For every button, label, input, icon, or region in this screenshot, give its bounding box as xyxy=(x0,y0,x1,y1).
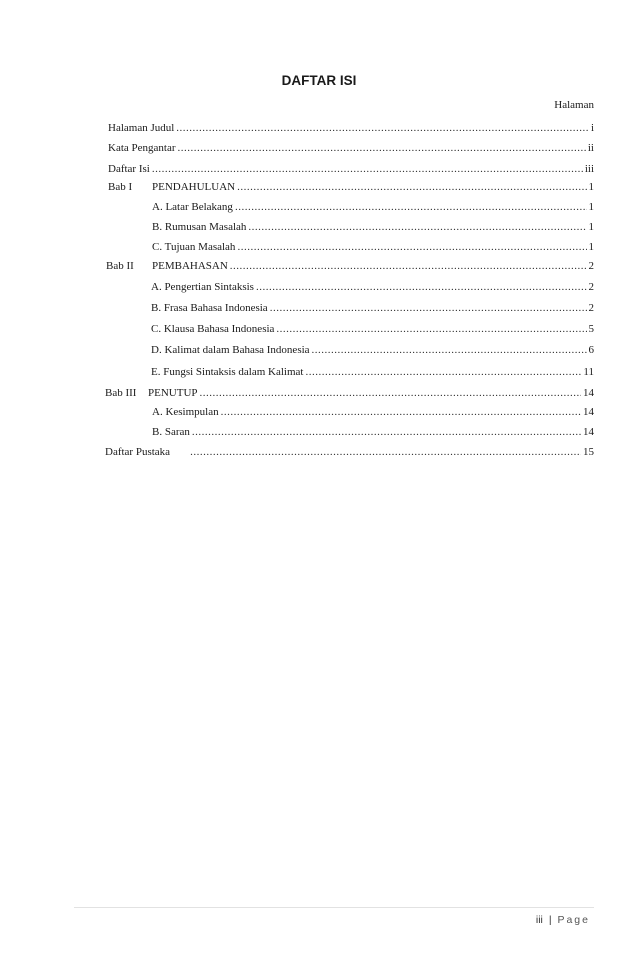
dot-leader xyxy=(237,240,586,254)
toc-entry-frasa-bahasa-indonesia[interactable] xyxy=(151,301,594,315)
toc-entry-tujuan-masalah[interactable] xyxy=(152,240,594,254)
toc-label: E. Fungsi Sintaksis dalam Kalimat xyxy=(151,366,304,378)
dot-leader xyxy=(200,386,581,400)
toc-label: A. Kesimpulan xyxy=(152,406,219,418)
toc-label: B. Rumusan Masalah xyxy=(152,221,247,233)
dot-leader xyxy=(256,280,587,294)
toc-page-number: i xyxy=(590,122,594,134)
dot-leader xyxy=(192,425,581,439)
toc-label: Halaman Judul xyxy=(108,122,175,134)
toc-label: B. Frasa Bahasa Indonesia xyxy=(151,302,268,314)
toc-page-number: 2 xyxy=(588,281,594,293)
toc-label: A. Latar Belakang xyxy=(152,201,233,213)
toc-entry-halaman-judul[interactable] xyxy=(108,121,594,135)
dot-leader xyxy=(221,405,581,419)
toc-entry-daftar-isi[interactable] xyxy=(108,162,594,176)
toc-page-number: 5 xyxy=(588,323,594,335)
toc-label: PEMBAHASAN xyxy=(152,260,228,272)
page-footer xyxy=(536,914,590,926)
dot-leader xyxy=(312,343,587,357)
dot-leader xyxy=(270,301,587,315)
toc-label: C. Tujuan Masalah xyxy=(152,241,236,253)
dot-leader xyxy=(152,162,583,176)
toc-entry-klausa-bahasa-indonesia[interactable] xyxy=(151,322,594,336)
dot-leader xyxy=(276,322,586,336)
toc-entry-latar-belakang[interactable] xyxy=(152,200,594,214)
toc-label: A. Pengertian Sintaksis xyxy=(151,281,254,293)
dot-leader xyxy=(235,200,587,214)
toc-page-number: 2 xyxy=(588,302,594,314)
footer-separator: | xyxy=(548,914,552,926)
page-title: DAFTAR ISI xyxy=(281,73,357,88)
toc-chapter-code: Bab II xyxy=(106,260,134,272)
toc-entry-kalimat-dalam-bahasa-indonesia[interactable] xyxy=(151,343,594,357)
dot-leader xyxy=(305,365,581,379)
toc-label: C. Klausa Bahasa Indonesia xyxy=(151,323,275,335)
toc-chapter-code: Bab III xyxy=(105,387,137,399)
toc-page-number: 1 xyxy=(588,241,594,253)
toc-page-number: 1 xyxy=(588,221,594,233)
dot-leader xyxy=(176,121,589,135)
toc-entry-kesimpulan[interactable] xyxy=(152,405,594,419)
toc-page-number: 15 xyxy=(583,446,594,458)
dot-leader xyxy=(230,259,587,273)
footer-divider xyxy=(74,907,594,908)
toc-label: Daftar Isi xyxy=(108,163,150,175)
toc-entry-bab-iii[interactable] xyxy=(105,386,594,400)
footer-page-word: Page xyxy=(557,914,590,926)
toc-page-number: iii xyxy=(584,163,594,175)
dot-leader xyxy=(178,141,586,155)
dot-leader xyxy=(248,220,586,234)
toc-entry-kata-pengantar[interactable] xyxy=(108,141,594,155)
toc-label: PENUTUP xyxy=(148,387,198,399)
toc-entry-pengertian-sintaksis[interactable] xyxy=(151,280,594,294)
toc-page-number: 14 xyxy=(583,406,594,418)
toc-entry-bab-ii[interactable] xyxy=(106,259,594,273)
toc-entry-daftar-pustaka[interactable] xyxy=(105,445,594,459)
dot-leader xyxy=(237,180,586,194)
footer-page-number: iii xyxy=(535,914,543,926)
toc-entry-bab-i[interactable] xyxy=(108,180,594,194)
toc-chapter-code: Bab I xyxy=(108,181,133,193)
toc-page-number: ii xyxy=(587,142,594,154)
toc-page-number: 6 xyxy=(588,344,594,356)
toc-label: PENDAHULUAN xyxy=(152,181,236,193)
toc-label: D. Kalimat dalam Bahasa Indonesia xyxy=(151,344,310,356)
toc-label: B. Saran xyxy=(152,426,190,438)
toc-label: Kata Pengantar xyxy=(108,142,176,154)
toc-page-number: 11 xyxy=(583,366,594,378)
halaman-column-header: Halaman xyxy=(554,99,594,111)
toc-entry-rumusan-masalah[interactable] xyxy=(152,220,594,234)
toc-page-number: 2 xyxy=(588,260,594,272)
toc-page-number: 1 xyxy=(588,201,594,213)
toc-page-number: 1 xyxy=(588,181,594,193)
toc-entry-fungsi-sintaksis[interactable] xyxy=(151,365,594,379)
toc-entry-saran[interactable] xyxy=(152,425,594,439)
toc-label: Daftar Pustaka xyxy=(105,446,171,458)
toc-page-number: 14 xyxy=(583,426,594,438)
toc-page-number: 14 xyxy=(583,387,594,399)
dot-leader xyxy=(190,445,581,459)
